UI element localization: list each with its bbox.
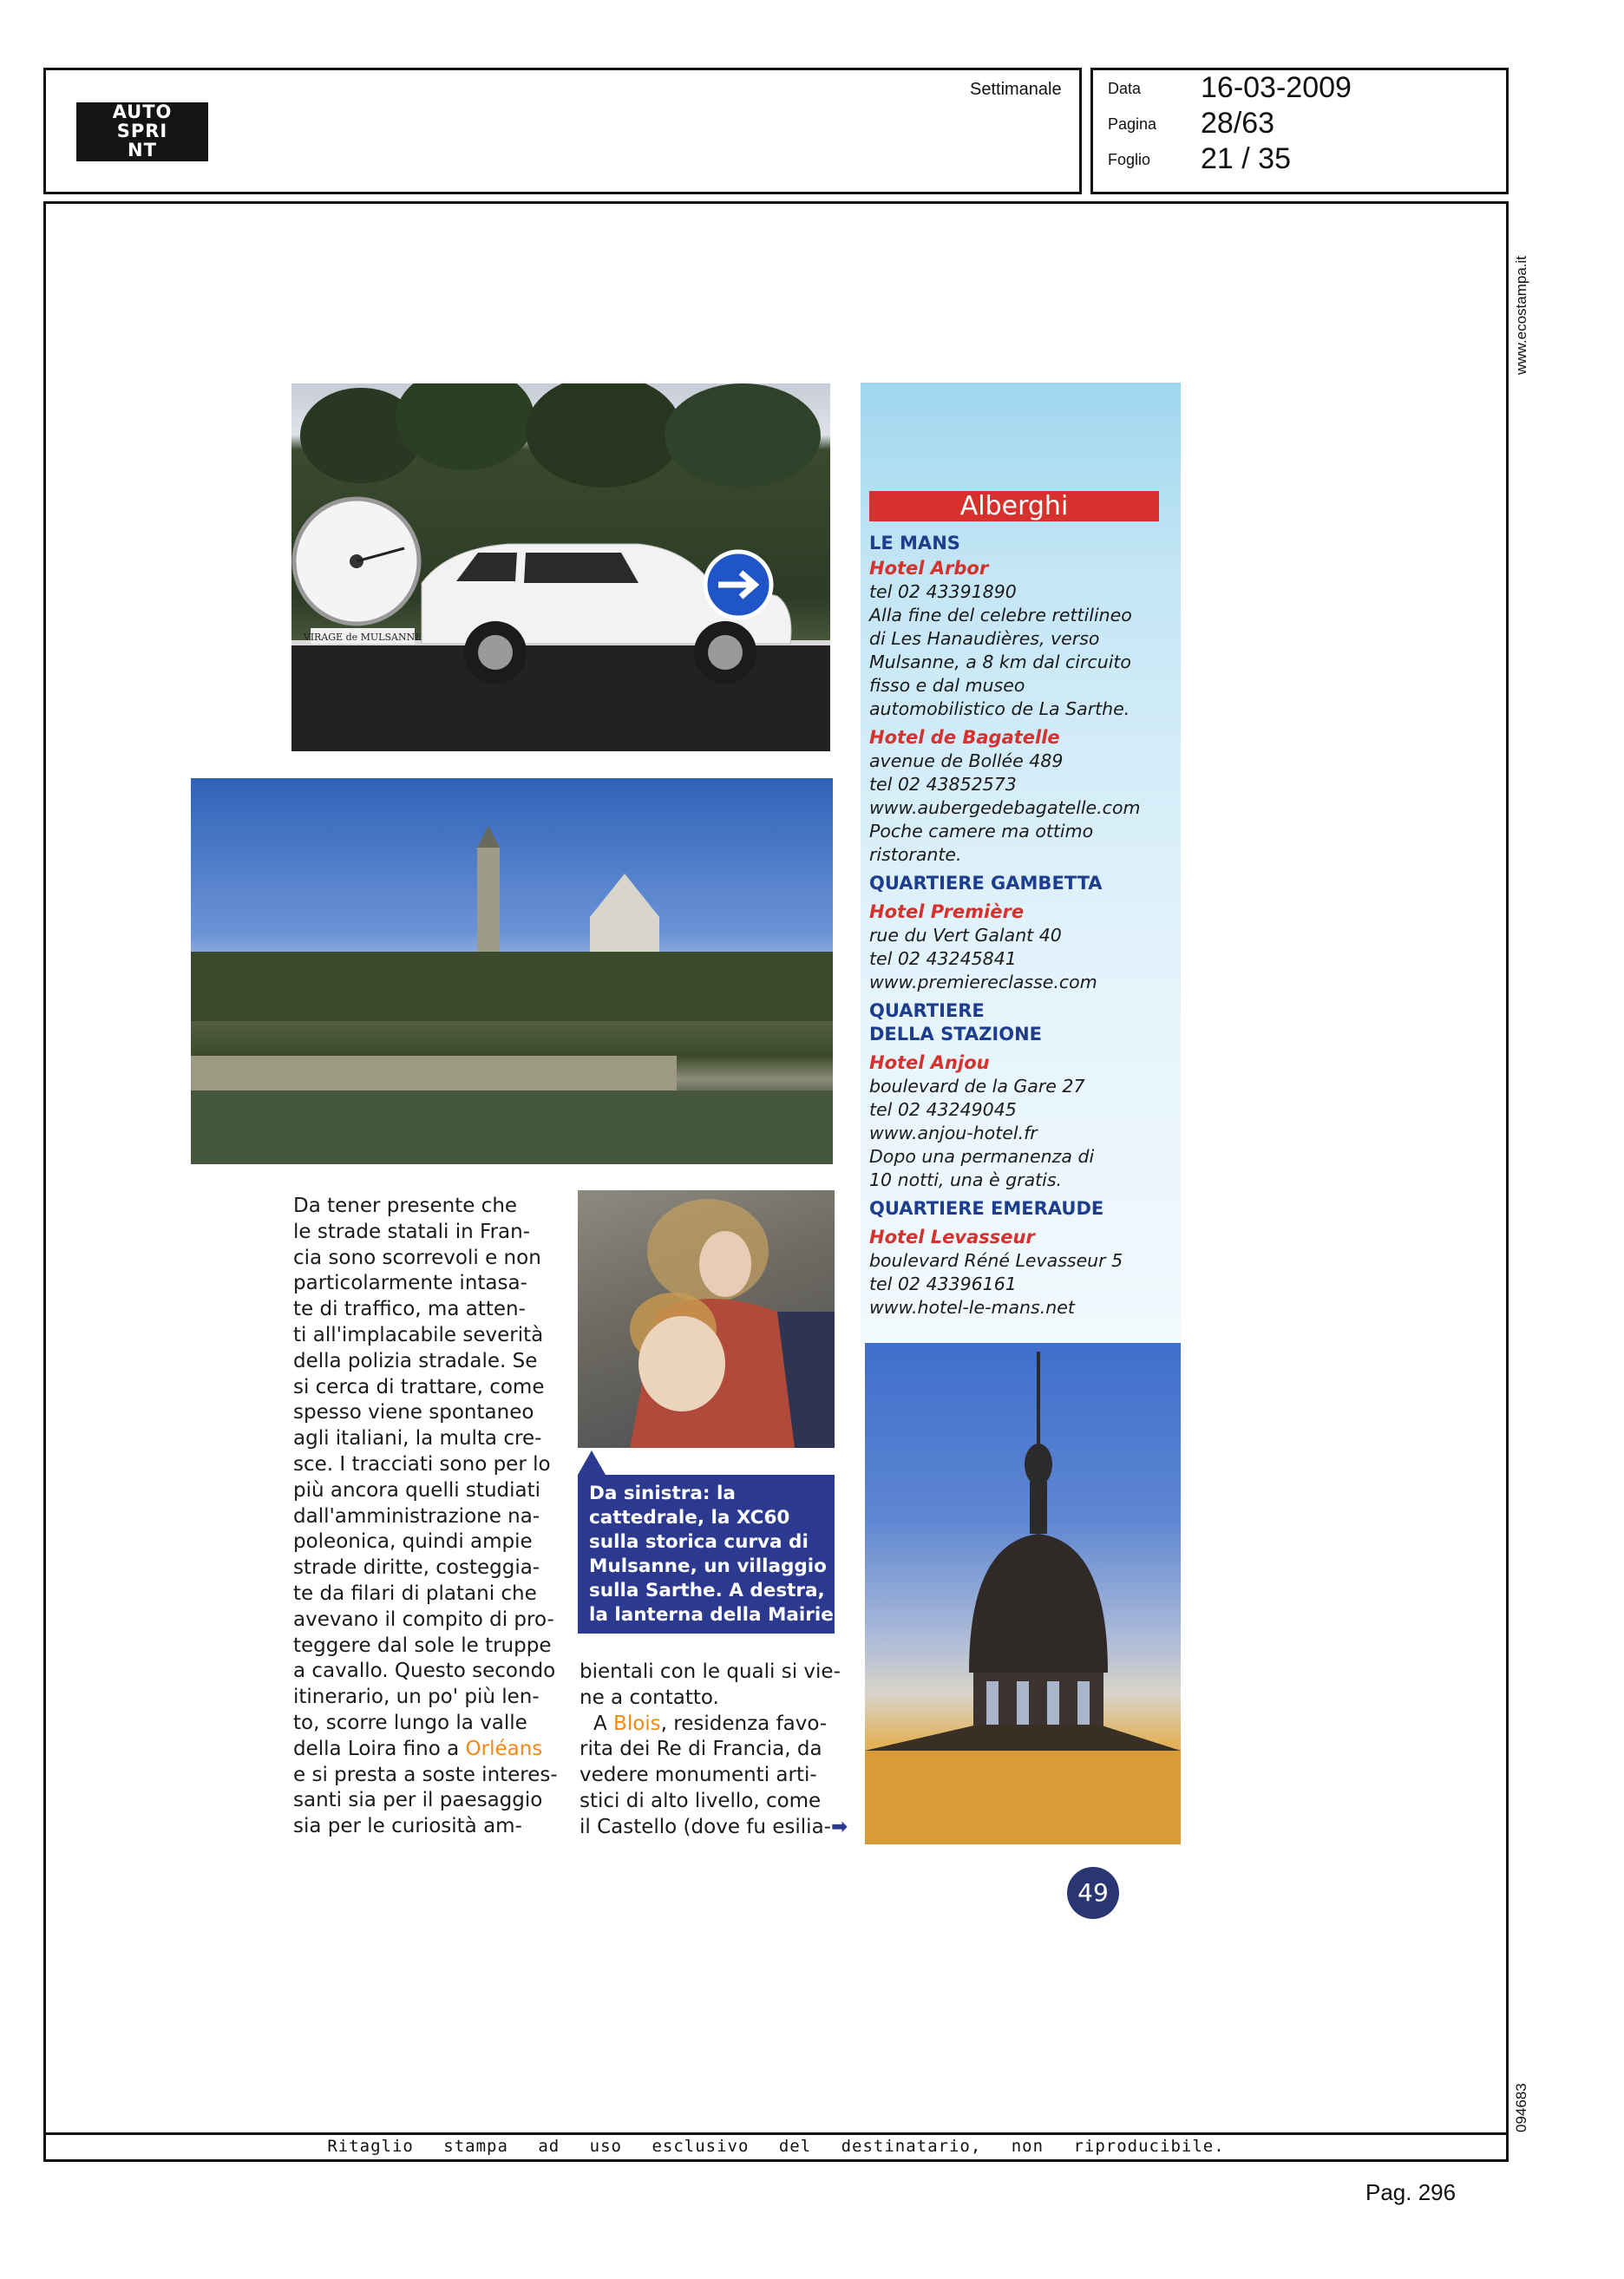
- hotel-detail: tel 02 43391890: [869, 581, 1017, 602]
- text-line: rita dei Re di Francia, da: [580, 1738, 822, 1761]
- mulsanne-illustration: [291, 383, 830, 751]
- autosprint-logo: [76, 102, 208, 161]
- text-fragment: il Castello (dove fu esilia-: [580, 1815, 831, 1838]
- hotel-detail: tel 02 43852573: [869, 774, 1017, 795]
- caption-line: la lanterna della Mairie: [589, 1604, 834, 1626]
- text-line: sce. I tracciati sono per lo: [293, 1452, 551, 1476]
- hotel-detail: Poche camere ma ottimo: [869, 821, 1094, 842]
- text-line: della polizia stradale. Se: [293, 1349, 538, 1372]
- meta-page-label: Pagina: [1108, 115, 1157, 133]
- text-line: Da tener presente che: [293, 1195, 518, 1217]
- photo-village-sarthe: [191, 778, 833, 1164]
- text-line: [293, 1737, 550, 1763]
- text-line: a cavallo. Questo secondo: [293, 1660, 556, 1683]
- continue-arrow-icon: ➡: [830, 1815, 848, 1838]
- section-heading: QUARTIERE: [869, 1000, 985, 1021]
- hotel-detail: 10 notti, una è gratis.: [869, 1169, 1063, 1190]
- hotel-name: Hotel Anjou: [869, 1052, 990, 1073]
- text-line: itinerario, un po' più len-: [293, 1686, 540, 1709]
- text-line: si cerca di trattare, come: [293, 1375, 545, 1398]
- side-code: 094683: [1513, 2083, 1529, 2132]
- text-line: to, scorre lungo la valle: [293, 1711, 527, 1734]
- hotel-name: Hotel Première: [869, 901, 1025, 922]
- text-line: spesso viene spontaneo: [293, 1401, 534, 1424]
- text-line: sia per le curiosità am-: [293, 1815, 522, 1838]
- meta-page-value: 28/63: [1201, 107, 1275, 140]
- hotel-detail: boulevard Réné Levasseur 5: [869, 1250, 1123, 1271]
- caption-line: Da sinistra: la: [589, 1483, 736, 1504]
- hotel-detail: www.premiereclasse.com: [869, 972, 1097, 992]
- text-line: strade diritte, costeggia-: [293, 1556, 540, 1580]
- photo-madonna-painting: [578, 1190, 835, 1448]
- text-fragment: , residenza favo-: [660, 1712, 828, 1735]
- text-line: le strade statali in Fran-: [293, 1220, 531, 1243]
- sidebar-title: Alberghi: [869, 491, 1159, 521]
- hotel-detail: ristorante.: [869, 844, 962, 865]
- text-line: ne a contatto.: [580, 1686, 719, 1709]
- hotel-detail: Dopo una permanenza di: [869, 1146, 1095, 1167]
- city-blois: Blois: [613, 1712, 661, 1735]
- village-illustration: [191, 778, 833, 1164]
- photo-mairie-lantern: [865, 1343, 1181, 1844]
- text-line: dall'amministrazione na-: [293, 1504, 540, 1528]
- hotel-detail: di Les Hanaudières, verso: [869, 628, 1100, 649]
- photo-mulsanne-curve: [291, 383, 830, 751]
- text-line: [580, 1712, 836, 1738]
- logo-line: AUTO: [112, 102, 173, 122]
- hotel-detail: www.hotel-le-mans.net: [869, 1297, 1075, 1318]
- text-line: bientali con le quali si vie-: [580, 1660, 841, 1683]
- hotel-detail: Alla fine del celebre rettilineo: [869, 605, 1132, 625]
- text-line: agli italiani, la multa cre-: [293, 1427, 542, 1451]
- hotel-detail: tel 02 43249045: [869, 1099, 1017, 1120]
- section-heading: QUARTIERE GAMBETTA: [869, 873, 1103, 894]
- text-line: stici di alto livello, come: [580, 1789, 822, 1812]
- hotel-name: Hotel Arbor: [869, 558, 989, 579]
- hotel-detail: tel 02 43245841: [869, 948, 1017, 969]
- meta-sheet-value: 21 / 35: [1201, 142, 1291, 175]
- text-line: teggere dal sole le truppe: [293, 1634, 552, 1657]
- hotel-detail: fisso e dal museo: [869, 675, 1025, 696]
- article-column-1: [293, 1194, 558, 1840]
- sidebar-list: [869, 532, 1177, 1320]
- text-line: e si presta a soste interes-: [293, 1763, 558, 1786]
- article-column-2: [580, 1660, 848, 1841]
- logo-line: NT: [128, 140, 157, 160]
- text-fragment: A: [593, 1712, 614, 1735]
- caption-line: sulla Sarthe. A destra,: [589, 1580, 825, 1601]
- photo-caption: [578, 1475, 835, 1634]
- clip-page-number: Pag. 296: [1365, 2179, 1457, 2205]
- caption-line: sulla storica curva di: [589, 1531, 809, 1553]
- section-heading: LE MANS: [869, 533, 960, 553]
- hotel-detail: rue du Vert Galant 40: [869, 925, 1062, 946]
- meta-date-label: Data: [1108, 80, 1142, 97]
- logo-line: SPRI: [116, 121, 168, 141]
- text-line: poleonica, quindi ampie: [293, 1530, 533, 1554]
- city-orleans: Orléans: [465, 1737, 543, 1760]
- text-fragment: della Loira fino a: [293, 1737, 466, 1760]
- text-line: più ancora quelli studiati: [293, 1478, 541, 1502]
- hotel-detail: www.aubergedebagatelle.com: [869, 797, 1141, 818]
- meta-sheet-label: Foglio: [1108, 151, 1151, 168]
- text-line: te di traffico, ma atten-: [293, 1298, 526, 1321]
- caption-line: cattedrale, la XC60: [589, 1507, 790, 1529]
- text-line: particolarmente intasa-: [293, 1272, 527, 1295]
- section-heading: DELLA STAZIONE: [869, 1024, 1042, 1045]
- caption-line: Mulsanne, un villaggio: [589, 1555, 827, 1577]
- hotel-detail: Mulsanne, a 8 km dal circuito: [869, 652, 1131, 672]
- hotel-detail: boulevard de la Gare 27: [869, 1076, 1085, 1097]
- text-line: [580, 1815, 848, 1841]
- caption-pointer: [578, 1451, 606, 1475]
- text-line: vedere monumenti arti-: [580, 1764, 817, 1787]
- periodicity-label: Settimanale: [970, 80, 1062, 99]
- text-line: cia sono scorrevoli e non: [293, 1246, 541, 1269]
- side-url: www.ecostampa.it: [1513, 256, 1529, 375]
- hotel-detail: tel 02 43396161: [869, 1274, 1017, 1294]
- hotel-detail: automobilistico de La Sarthe.: [869, 698, 1130, 719]
- hotel-detail: avenue de Bollée 489: [869, 750, 1064, 771]
- disclaimer: Ritaglio stampa ad uso esclusivo del destinatario, non riproducibile.: [327, 2137, 1225, 2156]
- hotel-name: Hotel Levasseur: [869, 1227, 1035, 1248]
- page-number-badge: 49: [1067, 1867, 1119, 1919]
- madonna-illustration: [578, 1190, 835, 1448]
- text-line: avevano il compito di pro-: [293, 1608, 554, 1631]
- text-line: ti all'implacabile severità: [293, 1323, 544, 1346]
- meta-date-value: 16-03-2009: [1201, 71, 1352, 104]
- text-line: te da filari di platani che: [293, 1582, 537, 1605]
- footer-divider: [43, 2132, 1509, 2135]
- section-heading: QUARTIERE EMERAUDE: [869, 1198, 1104, 1219]
- mulsanne-sign-text: VIRAGE de MULSANNE: [303, 632, 422, 643]
- lantern-illustration: [865, 1343, 1181, 1844]
- hotel-name: Hotel de Bagatelle: [869, 727, 1060, 748]
- hotel-detail: www.anjou-hotel.fr: [869, 1123, 1038, 1143]
- text-line: santi sia per il paesaggio: [293, 1789, 543, 1812]
